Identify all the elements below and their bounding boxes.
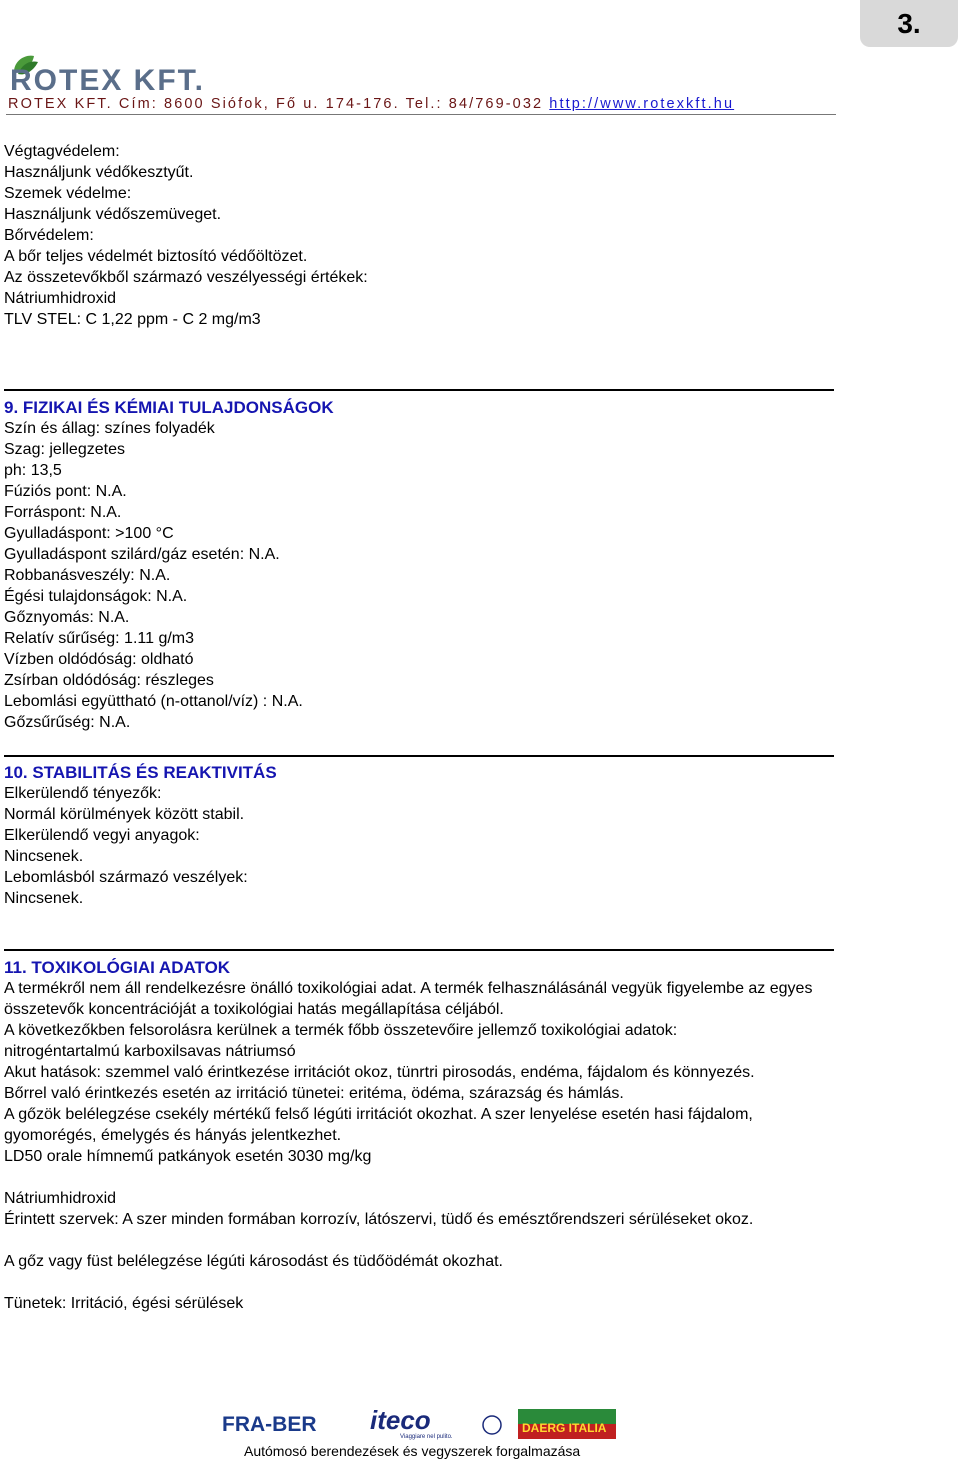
text-line: Szín és állag: színes folyadék bbox=[4, 420, 215, 437]
text-line: Szag: jellegzetes bbox=[4, 441, 125, 458]
paragraph: nitrogéntartalmú karboxilsavas nátriumsó bbox=[4, 1043, 296, 1060]
text-line: A bőr teljes védelmét biztosító védőöltözet. bbox=[4, 248, 308, 265]
text-line: Égési tulajdonságok: N.A. bbox=[4, 588, 188, 605]
text-line: Robbanásveszély: N.A. bbox=[4, 567, 171, 584]
svg-text:Viaggiare nel pulito.: Viaggiare nel pulito. bbox=[400, 1434, 453, 1440]
fraber-logo bbox=[222, 1413, 317, 1436]
text-line: Vízben oldódóság: oldható bbox=[4, 651, 194, 668]
partner-logos bbox=[220, 1405, 620, 1441]
svg-text:DAERG ITALIA: DAERG ITALIA bbox=[522, 1421, 607, 1435]
paragraph: Érintett szervek: A szer minden formában korrozív, látószervi, tüdő és emésztőrendszeri sérüléseket okoz. bbox=[4, 1211, 754, 1228]
text-line: Használjunk védőszemüveget. bbox=[4, 206, 222, 223]
paragraph: A gőzök belélegzése csekély mértékű felső légúti irritációt okozhat. A szer lenyelése esetén hasi fájdalom, gyomorégés, émelygés és hányás jelentkezhet. bbox=[4, 1106, 753, 1144]
section-divider bbox=[4, 755, 834, 757]
section9-block bbox=[4, 397, 834, 733]
section-title: 9. FIZIKAI ÉS KÉMIAI TULAJDONSÁGOK bbox=[4, 398, 334, 417]
company-website-link[interactable]: http://www.rotexkft.hu bbox=[549, 96, 735, 112]
text-line: Elkerülendő tényezők: bbox=[4, 785, 162, 802]
text-line: Zsírban oldódóság: részleges bbox=[4, 672, 214, 689]
company-info-line bbox=[8, 96, 838, 112]
text-line: Forráspont: N.A. bbox=[4, 504, 122, 521]
section-title: 10. STABILITÁS ÉS REAKTIVITÁS bbox=[4, 763, 277, 782]
text-line: Nátriumhidroxid bbox=[4, 290, 117, 307]
text-line: Az összetevőkből származó veszélyességi értékek: bbox=[4, 269, 368, 286]
svg-text:iteco: iteco bbox=[370, 1405, 431, 1435]
header-divider bbox=[6, 114, 836, 115]
paragraph: Tünetek: Irritáció, égési sérülések bbox=[4, 1295, 244, 1312]
text-line: Gőznyomás: N.A. bbox=[4, 609, 130, 626]
svg-text:FRA-BER: FRA-BER bbox=[222, 1413, 317, 1436]
text-line: Szemek védelme: bbox=[4, 185, 132, 202]
text-line: ph: 13,5 bbox=[4, 462, 62, 479]
section-title: 11. TOXIKOLÓGIAI ADATOK bbox=[4, 958, 231, 977]
text-line: Használjunk védőkesztyűt. bbox=[4, 164, 194, 181]
section-divider bbox=[4, 949, 834, 951]
paragraph: Bőrrel való érintkezés esetén az irritáció tünetei: eritéma, ödéma, szárazság és hámlás. bbox=[4, 1085, 624, 1102]
text-line: Gyulladáspont: >100 °C bbox=[4, 525, 174, 542]
section-divider bbox=[4, 389, 834, 391]
paragraph: A termékről nem áll rendelkezésre önálló toxikológiai adat. A termék felhasználásánál vegyük figyelembe az egyes összetevők koncentrációját a toxikológiai hatás megállapítása céljából. bbox=[4, 980, 813, 1018]
text-line: Lebomlási együttható (n-ottanol/víz) : N.A. bbox=[4, 693, 303, 710]
paragraph: A következőkben felsorolásra kerülnek a termék főbb összetevőire jellemző toxikológiai adatok: bbox=[4, 1022, 678, 1039]
rotex-logo bbox=[8, 50, 258, 94]
paragraph: A gőz vagy füst belélegzése légúti károsodást és tüdőödémát okozhat. bbox=[4, 1253, 503, 1270]
text-line: Fúziós pont: N.A. bbox=[4, 483, 127, 500]
text-line: Elkerülendő vegyi anyagok: bbox=[4, 827, 200, 844]
paragraph: Akut hatások: szemmel való érintkezése irritációt okoz, tünrtri pirosodás, endéma, fájdalom és könnyezés. bbox=[4, 1064, 755, 1081]
text-line: Végtagvédelem: bbox=[4, 143, 120, 160]
text-line: Normál körülmények között stabil. bbox=[4, 806, 245, 823]
paragraph: Nátriumhidroxid bbox=[4, 1190, 117, 1207]
logo-text: ROTEX KFT. bbox=[10, 64, 206, 94]
text-line: TLV STEL: C 1,22 ppm - C 2 mg/m3 bbox=[4, 311, 261, 328]
text-line: Nincsenek. bbox=[4, 848, 84, 865]
text-line: Gyulladáspont szilárd/gáz esetén: N.A. bbox=[4, 546, 280, 563]
text-line: Bőrvédelem: bbox=[4, 227, 94, 244]
footer-tagline: Autómosó berendezések és vegyszerek forgalmazása bbox=[244, 1443, 581, 1459]
section11-block bbox=[4, 957, 834, 1314]
text-line: Lebomlásból származó veszélyek: bbox=[4, 869, 248, 886]
text-line: Relatív sűrűség: 1.11 g/m3 bbox=[4, 630, 195, 647]
page-number-badge: 3. bbox=[860, 0, 958, 47]
iteco-logo bbox=[370, 1405, 501, 1440]
section10-block bbox=[4, 762, 834, 909]
text-line: Nincsenek. bbox=[4, 890, 84, 907]
daerg-italia-logo bbox=[518, 1409, 616, 1439]
text-line: Gőzsűrűség: N.A. bbox=[4, 714, 131, 731]
company-address: ROTEX KFT. Cím: 8600 Siófok, Fő u. 174-176. Tel.: 84/769-032 bbox=[8, 96, 550, 112]
paragraph: LD50 orale hímnemű patkányok esetén 3030 mg/kg bbox=[4, 1148, 372, 1165]
section8-block bbox=[4, 141, 834, 330]
